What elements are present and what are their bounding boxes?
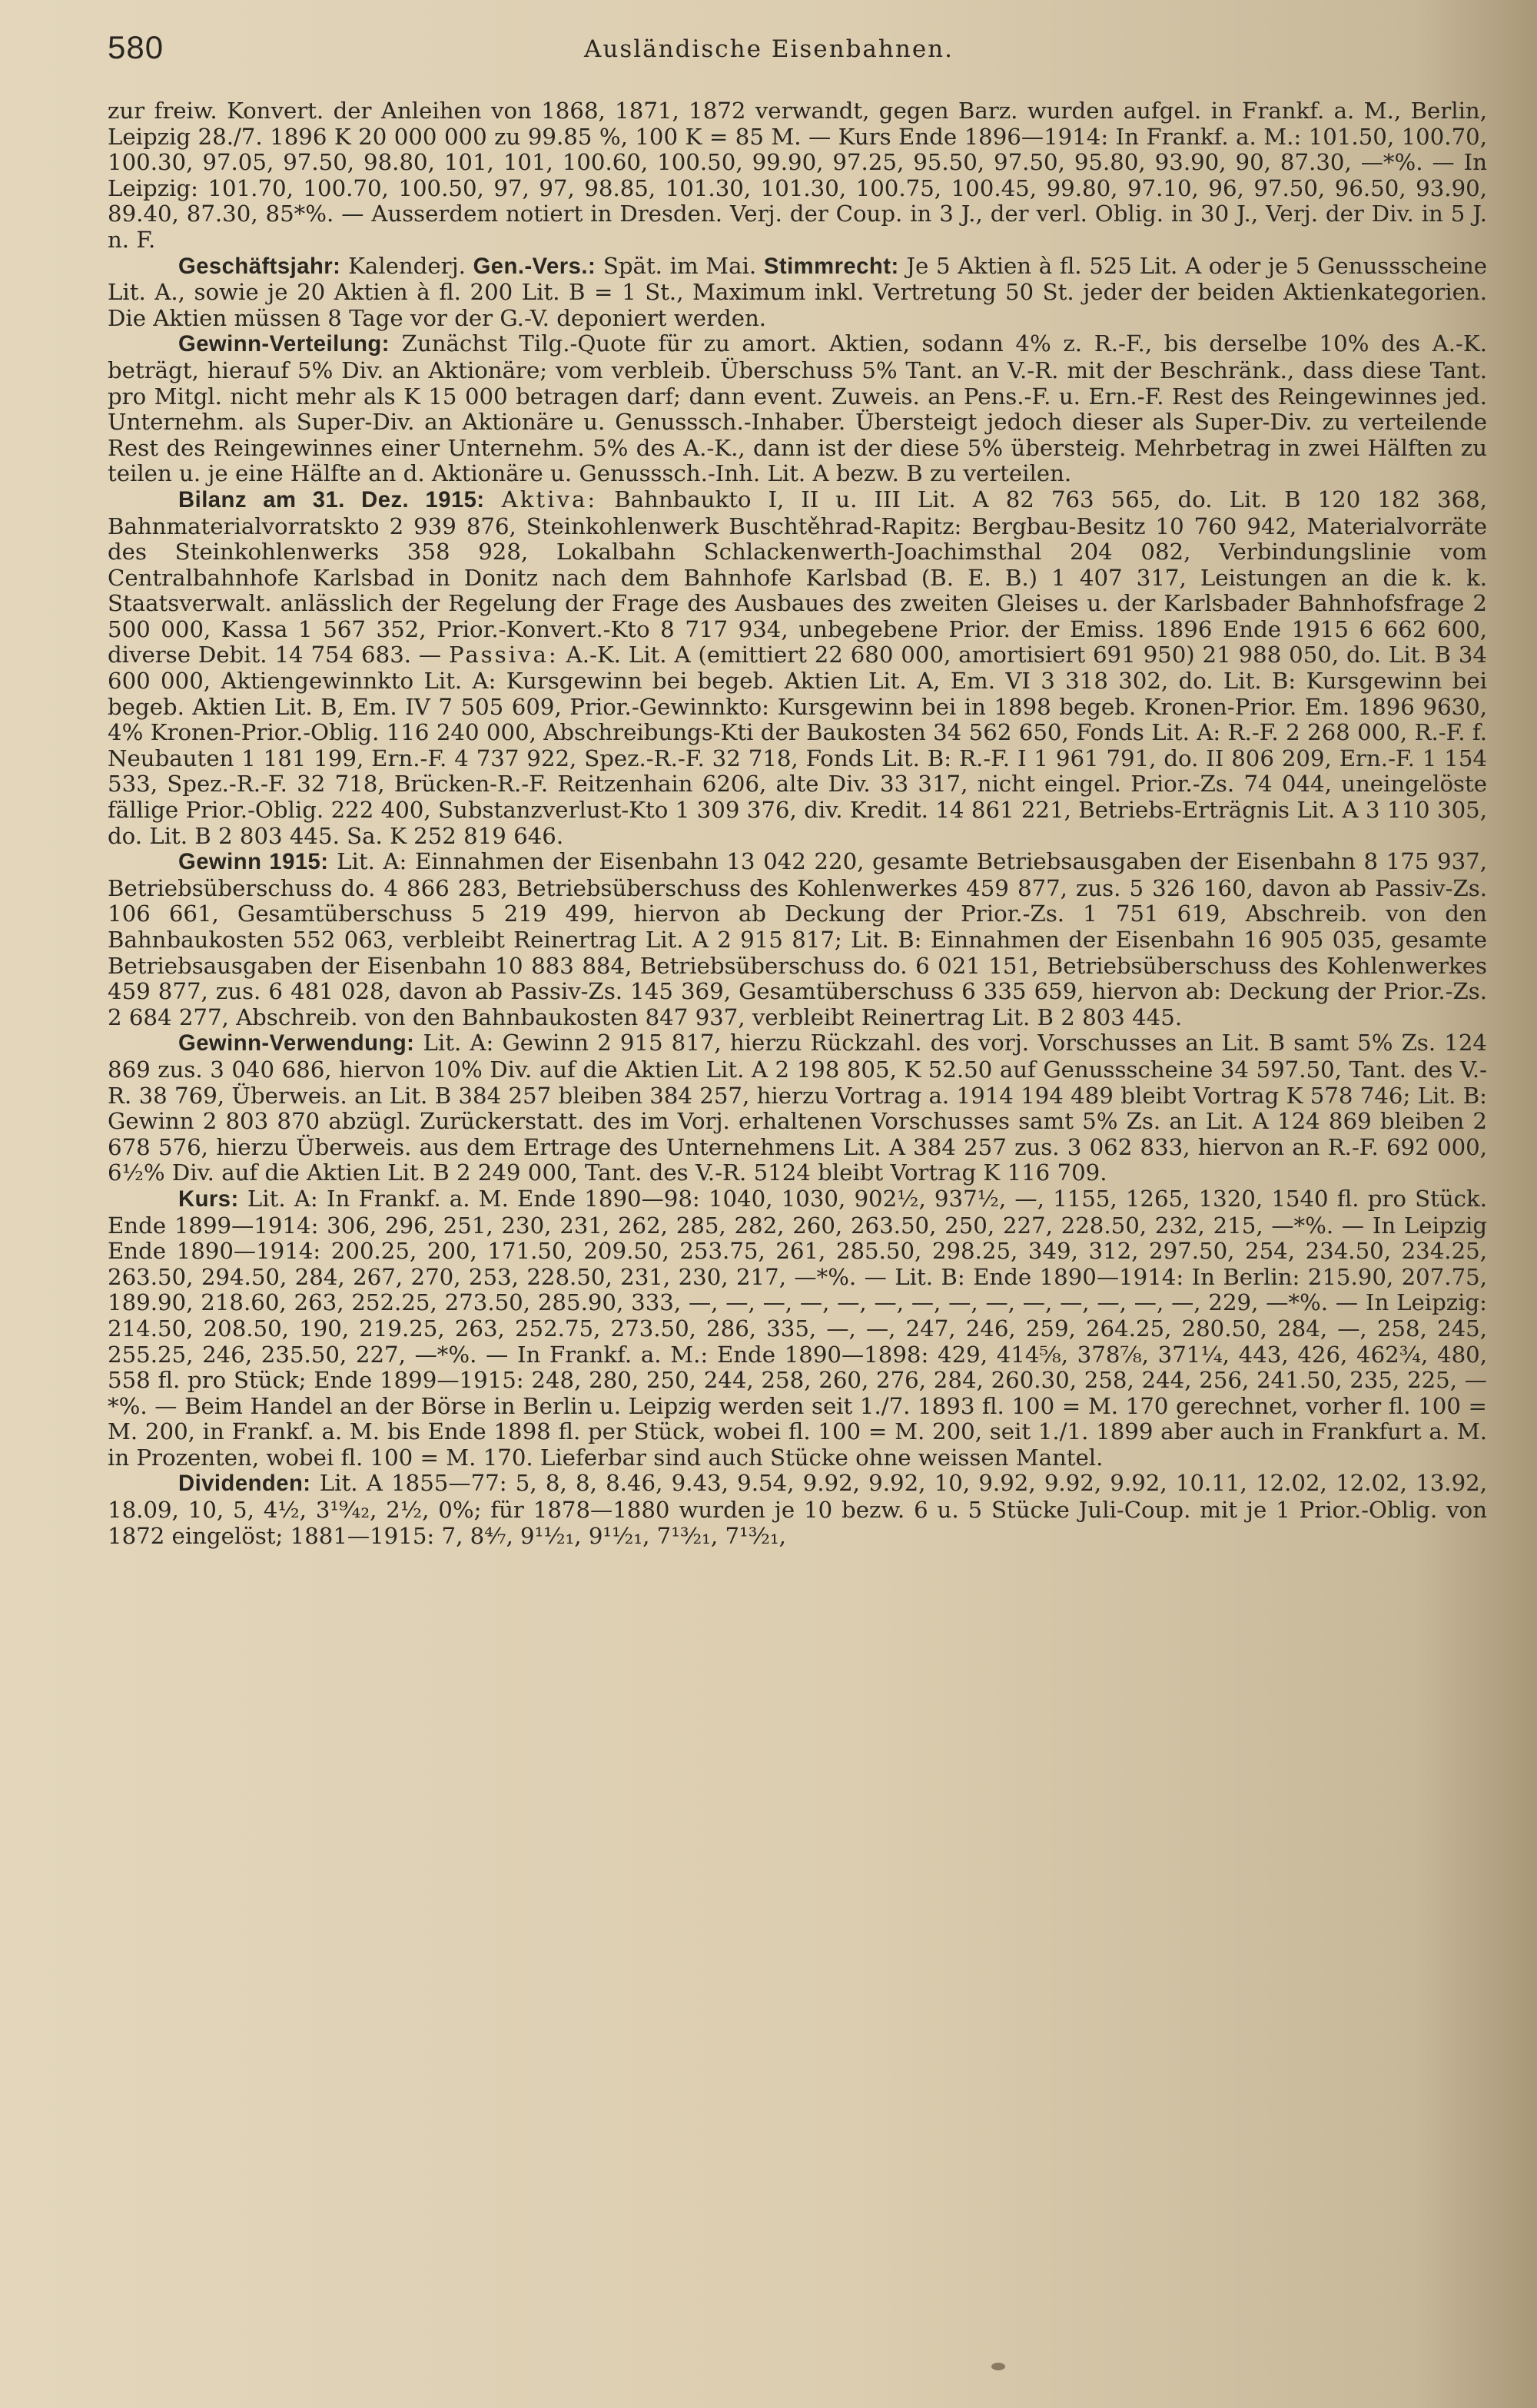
- dividenden-label: Dividenden:: [178, 1471, 311, 1497]
- intro-text: zur freiw. Konvert. der Anleihen von 1868, 1871, 1872 verwandt, gegen Barz. wurden aufgel. in Frankf. a. M., Berlin, Leipzig 28./7. 1896 K 20 000 000 zu 99.85 %, 100 K = 85 M. — Kurs Ende 1896—1914: In Frankf. a. M.: 101.50, 100.70, 100.30, 97.05, 97.50, 98.80, 101, 101, 100.60, 100.50, 99.90, 97.25, 95.50, 97.50, 95.80, 93.90, 90, 87.30, —*%. — In Leipzig: 101.70, 100.70, 100.50, 97, 97, 98.85, 101.30, 101.30, 100.75, 100.45, 99.80, 97.10, 96, 97.50, 96.50, 93.90, 89.40, 87.30, 85*%. — Ausserdem notiert in Dresden. Verj. der Coup. in 3 J., der verl. Oblig. in 30 J., Verj. der Div. in 5 J. n. F.: [108, 98, 1487, 253]
- page-header: [108, 29, 1491, 75]
- page-number: 580: [108, 29, 164, 65]
- intro-paragraph: [108, 98, 1487, 254]
- gewinn-text: Lit. A: Einnahmen der Eisenbahn 13 042 220, gesamte Betriebsausgaben der Eisenbahn 8 175 937, Betriebsüberschuss do. 4 866 283, Betriebsüberschuss des Kohlenwerkes 459 877, zus. 5 326 160, davon ab Passiv-Zs. 106 661, Gesamtüberschuss 5 219 499, hiervon ab Deckung der Prior.-Zs. 1 751 619, Abschreib. von den Bahnbaukosten 552 063, verbleibt Reinertrag Lit. A 2 915 817; Lit. B: Einnahmen der Eisenbahn 16 905 035, gesamte Betriebsausgaben der Eisenbahn 10 883 884, Betriebsüberschuss do. 6 021 151, Betriebsüberschuss des Kohlenwerkes 459 877, zus. 6 481 028, davon ab Passiv-Zs. 145 369, Gesamtüberschuss 6 335 659, hiervon ab: Deckung der Prior.-Zs. 2 684 277, Abschreib. von den Bahnbaukosten 847 937, verbleibt Reinertrag Lit. B 2 803 445.: [108, 848, 1487, 1030]
- kurs-paragraph: [108, 1186, 1487, 1471]
- stimmrecht-text: Je 5 Aktien à fl. 525 Lit. A oder je 5 Genussscheine Lit. A., sowie je 20 Aktien à fl. 200 Lit. B = 1 St., Maximum inkl. Vertretung 50 St. jeder der beiden Aktienkategorien. Die Aktien müssen 8 Tage vor der G.-V. deponiert werden.: [108, 252, 1488, 331]
- gewinn-label: Gewinn 1915:: [178, 850, 329, 875]
- geschaeftsjahr-text: Kalenderj.: [348, 252, 466, 279]
- dividenden-paragraph: [108, 1471, 1487, 1549]
- stimmrecht-label: Stimmrecht:: [763, 254, 899, 279]
- gewinn-verteilung-paragraph: [108, 331, 1487, 487]
- geschaeftsjahr-label: Geschäftsjahr:: [178, 254, 341, 279]
- kurs-label: Kurs:: [178, 1186, 239, 1212]
- kurs-text: Lit. A: In Frankf. a. M. Ende 1890—98: 1040, 1030, 902½, 937½, —, 1155, 1265, 1320, 1540 fl. pro Stück. Ende 1899—1914: 306, 296, 251, 230, 231, 262, 285, 282, 260, 263.50, 250, 227, 228.50, 232, 215, —*%. — In Leipzig Ende 1890—1914: 200.25, 200, 171.50, 209.50, 253.75, 261, 285.50, 298.25, 349, 312, 297.50, 254, 234.50, 234.25, 263.50, 294.50, 284, 267, 270, 253, 228.50, 231, 230, 217, —*%. — Lit. B: Ende 1890—1914: In Berlin: 215.90, 207.75, 189.90, 218.60, 263, 252.25, 273.50, 285.90, 333, —, —, —, —, —, —, —, —, —, —, —, —, —, —, 229, —*%. — In Leipzig: 214.50, 208.50, 190, 219.25, 263, 252.75, 273.50, 286, 335, —, —, 247, 246, 259, 264.25, 280.50, 284, —, 258, 245, 255.25, 246, 235.50, 227, —*%. — In Frankf. a. M.: Ende 1890—1898: 429, 414⅝, 378⅞, 371¼, 443, 426, 462¾, 480, 558 fl. pro Stück; Ende 1899—1915: 248, 280, 250, 244, 258, 260, 276, 284, 260.30, 258, 244, 256, 241.50, 235, 225, —*%. — Beim Handel an der Börse in Berlin u. Leipzig werden seit 1./7. 1893 fl. 100 = M. 170 gerechnet, vorher fl. 100 = M. 200, in Frankf. a. M. bis Ende 1898 fl. per Stück, wobei fl. 100 = M. 200, seit 1./1. 1899 aber auch in Frankfurt a. M. in Prozenten, wobei fl. 100 = M. 170. Lieferbar sind auch Stücke ohne weissen Mantel.: [108, 1185, 1487, 1471]
- gewinn-paragraph: [108, 849, 1487, 1030]
- running-title: Ausländische Eisenbahnen.: [584, 35, 954, 63]
- gen-vers-text: Spät. im Mai.: [603, 252, 757, 279]
- gen-vers-label: Gen.-Vers.:: [473, 254, 596, 279]
- gewinn-verwendung-text: Lit. A: Gewinn 2 915 817, hierzu Rückzahl. des vorj. Vorschusses an Lit. B samt 5% Zs. 124 869 zus. 3 040 686, hiervon 10% Div. auf die Aktien Lit. A 2 198 805, K 52.50 auf Genussscheine 34 597.50, Tant. des V.-R. 38 769, Überweis. an Lit. B 384 257 bleiben 384 257, hierzu Vortrag a. 1914 194 489 bleibt Vortrag K 578 746; Lit. B: Gewinn 2 803 870 abzügl. Zurückerstatt. des im Vorj. erhaltenen Vorschusses samt 5% Zs. an Lit. A 124 869 bleiben 2 678 576, hierzu Überweis. aus dem Ertrage des Unternehmens Lit. A 384 257 zus. 3 062 833, hiervon an R.-F. 692 000, 6½% Div. auf die Aktien Lit. B 2 249 000, Tant. des V.-R. 5124 bleibt Vortrag K 116 709.: [108, 1030, 1488, 1186]
- document-body: [108, 98, 1487, 1549]
- gewinn-verteilung-label: Gewinn-Verteilung:: [178, 332, 390, 357]
- geschaeftsjahr-paragraph: [108, 254, 1487, 332]
- gewinn-verwendung-label: Gewinn-Verwendung:: [178, 1031, 415, 1056]
- bilanz-label: Bilanz am 31. Dez. 1915:: [178, 487, 485, 512]
- gewinn-verwendung-paragraph: [108, 1030, 1487, 1186]
- gewinn-verteilung-text: Zunächst Tilg.-Quote für zu amort. Aktien, sodann 4% z. R.-F., bis derselbe 10% des A.-K. beträgt, hierauf 5% Div. an Aktionäre; vom verbleib. Überschuss 5% Tant. an V.-R. mit der Beschränk., dass diese Tant. pro Mitgl. nicht mehr als K 15 000 betragen darf; dann event. Zuweis. an Pens.-F. u. Ern.-F. Rest des Reingewinnes jed. Unternehm. als Super-Div. an Aktionäre u. Genusssch.-Inhaber. Übersteigt jedoch dieser als Super-Div. zu verteilende Rest des Reingewinnes einer Unternehm. 5% des A.-K., dann ist der diese 5% übersteig. Mehrbetrag in zwei Hälften zu teilen u. je eine Hälfte an d. Aktionäre u. Genusssch.-Inh. Lit. A bezw. B zu verteilen.: [108, 330, 1487, 487]
- passiva-label: Passiva:: [449, 642, 559, 668]
- bilanz-paragraph: [108, 487, 1487, 849]
- ink-spot: [991, 2363, 1005, 2370]
- passiva-text: A.-K. Lit. A (emittiert 22 680 000, amortisiert 691 950) 21 988 050, do. Lit. B 34 600 000, Aktiengewinnkto Lit. A: Kursgewinn bei begeb. Aktien Lit. A, Em. VI 3 318 302, do. Lit. B: Kursgewinn bei begeb. Aktien Lit. B, Em. IV 7 505 609, Prior.-Gewinnkto: Kursgewinn bei in 1898 begeb. Kronen-Prior. Em. 1896 9630, 4% Kronen-Prior.-Oblig. 116 240 000, Abschreibungs-Kti der Baukosten 34 562 650, Fonds Lit. A: R.-F. 2 268 000, R.-F. f. Neubauten 1 181 199, Ern.-F. 4 737 922, Spez.-R.-F. 32 718, Fonds Lit. B: R.-F. I 1 961 791, do. II 806 209, Ern.-F. 1 154 533, Spez.-R.-F. 32 718, Brücken-R.-F. Reitzenhain 6206, alte Div. 33 317, nicht eingel. Prior.-Zs. 74 044, uneingelöste fällige Prior.-Oblig. 222 400, Substanzverlust-Kto 1 309 376, div. Kredit. 14 861 221, Betriebs-Erträgnis Lit. A 3 110 305, do. Lit. B 2 803 445. Sa. K 252 819 646.: [108, 642, 1488, 849]
- dividenden-text: Lit. A 1855—77: 5, 8, 8, 8.46, 9.43, 9.54, 9.92, 9.92, 10, 9.92, 9.92, 9.92, 10.11, 12.02, 12.02, 13.92, 18.09, 10, 5, 4½, 3¹⁹⁄₄₂, 2½, 0%; für 1878—1880 wurden je 10 bezw. 6 u. 5 Stücke Juli-Coup. mit je 1 Prior.-Oblig. von 1872 eingelöst; 1881—1915: 7, 8⁴⁄₇, 9¹¹⁄₂₁, 9¹¹⁄₂₁, 7¹³⁄₂₁, 7¹³⁄₂₁,: [108, 1470, 1487, 1549]
- aktiva-label: Aktiva:: [501, 486, 598, 512]
- aktiva-text: Bahnbaukto I, II u. III Lit. A 82 763 565, do. Lit. B 120 182 368, Bahnmaterialvorratskto 2 939 876, Steinkohlenwerk Buschtěhrad-Rapitz: Bergbau-Besitz 10 760 942, Materialvorräte des Steinkohlenwerks 358 928, Lokalbahn Schlackenwerth-Joachimsthal 204 082, Verbindungslinie vom Centralbahnhofe Karlsbad in Donitz nach dem Bahnhofe Karlsbad (B. E. B.) 1 407 317, Leistungen an die k. k. Staatsverwalt. anlässlich der Regelung der Frage des Ausbaues des zweiten Gleises u. der Karlsbader Bahnhofsfrage 2 500 000, Kassa 1 567 352, Prior.-Konvert.-Kto 8 717 934, unbegebene Prior. der Emiss. 1896 Ende 1915 6 662 600, diverse Debit. 14 754 683. —: [108, 486, 1487, 668]
